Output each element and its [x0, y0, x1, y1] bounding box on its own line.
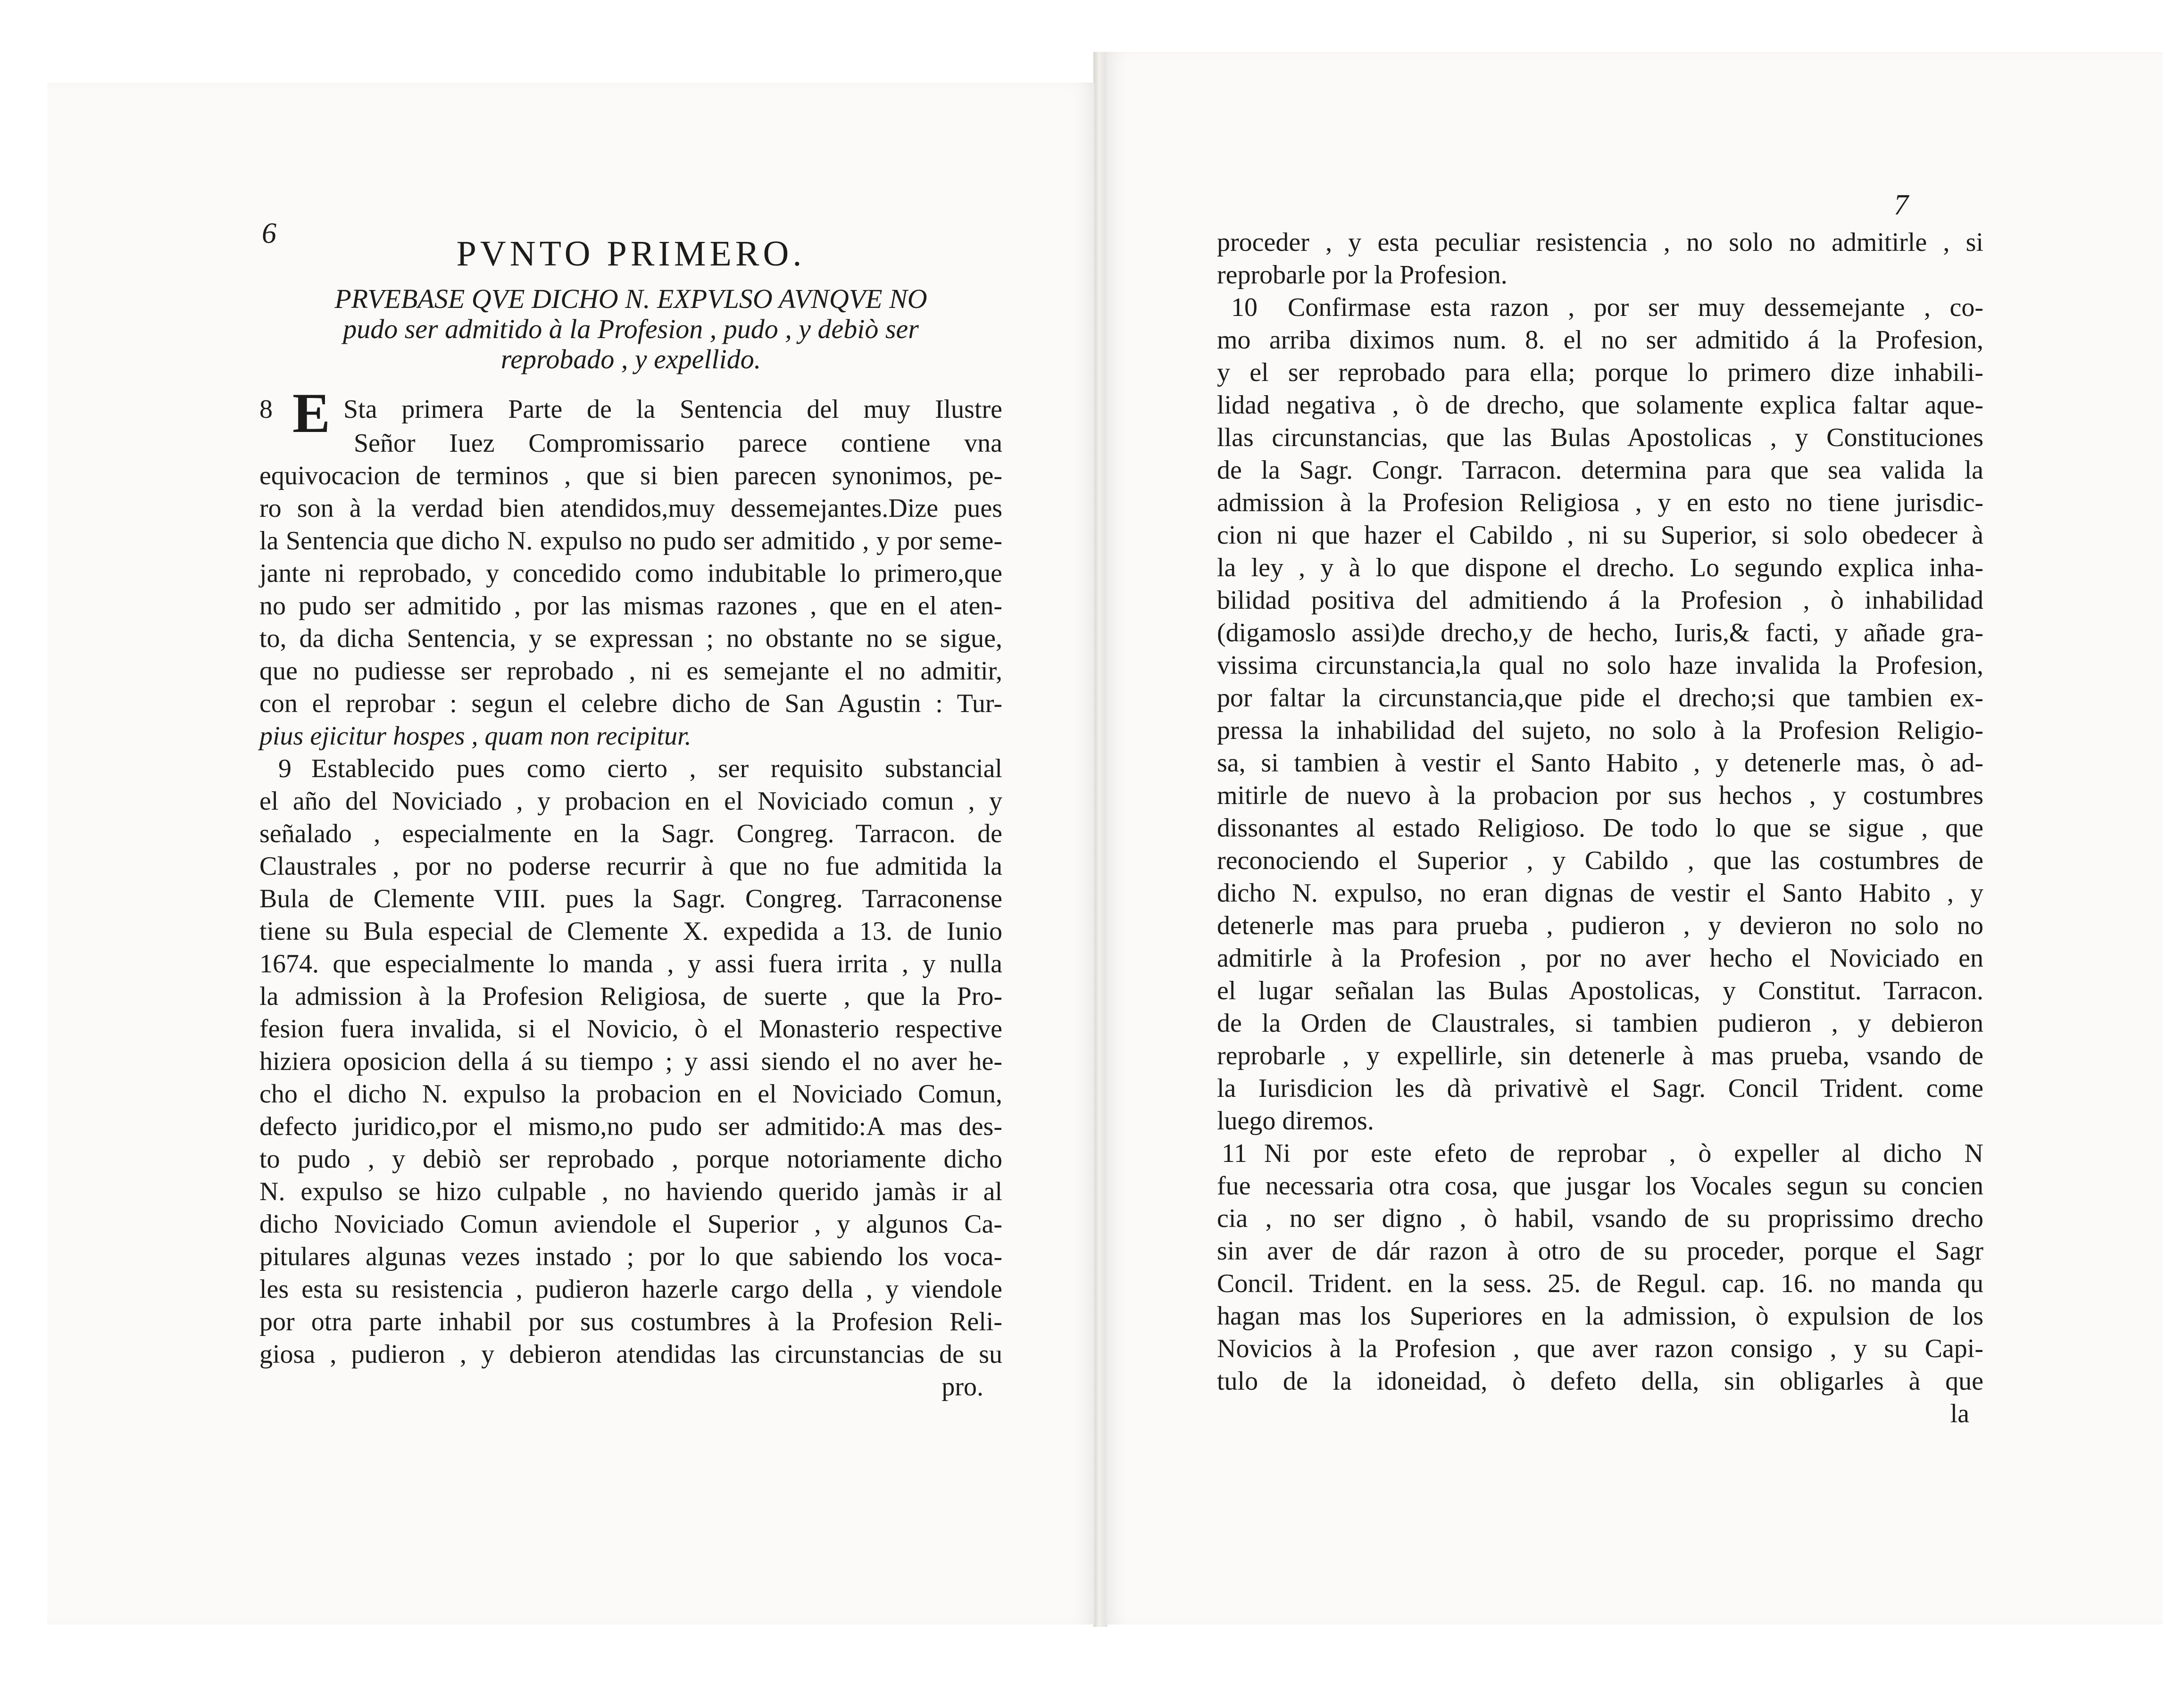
text-line: con el reprobar : segun el celebre dicho de San Agustin : Tur- [259, 689, 1002, 718]
text-line: Claustrales , por no poderse recurrir à que no fue admitida la [259, 852, 1002, 881]
text-line: proceder , y esta peculiar resistencia , no solo no admitirle , si [1217, 228, 1983, 257]
text-line: Concil. Trident. en la sess. 25. de Regul. cap. 16. no manda qu [1217, 1269, 1983, 1298]
text-line: pitulares algunas vezes instado ; por lo que sabiendo los voca- [259, 1242, 1002, 1271]
text-line: jante ni reprobado, y concedido como indubitable lo primero,que [259, 559, 1002, 588]
text-line: admitirle à la Profesion , por no aver hecho el Noviciado en [1217, 944, 1983, 973]
text-line: de la Orden de Claustrales, si tambien pudieron , y debieron [1217, 1009, 1983, 1038]
text-line: Novicios à la Profesion , que aver razon consigo , y su Capi- [1217, 1334, 1983, 1363]
text-line: to pudo , y debiò ser reprobado , porque notoriamente dicho [259, 1144, 1002, 1174]
text-line: N. expulso se hizo culpable , no haviendo querido jamàs ir al [259, 1177, 1002, 1206]
catchword: pro. [941, 1372, 983, 1401]
text-line: defecto juridico,por el mismo,no pudo ser admitido:A mas des- [259, 1112, 1002, 1141]
text-line: la admission à la Profesion Religiosa, de suerte , que la Pro- [259, 982, 1002, 1011]
text-line: dicho N. expulso, no eran dignas de vestir el Santo Habito , y [1217, 879, 1983, 908]
text-line: cia , no ser digno , ò habil, vsando de su proprissimo drecho [1217, 1204, 1983, 1233]
text-line: tiene su Bula especial de Clemente X. expedida a 13. de Iunio [259, 917, 1002, 946]
paragraph-number: 11 [1222, 1139, 1247, 1168]
text-line [1217, 291, 1983, 324]
text-line: el lugar señalan las Bulas Apostolicas, y Constitut. Tarracon. [1217, 976, 1983, 1005]
catchword: la [1950, 1399, 1969, 1428]
text-line: cho el dicho N. expulso la probacion en el Noviciado Comun, [259, 1079, 1002, 1109]
paragraph-number: 10 [1231, 293, 1258, 322]
right-page-number: 7 [1894, 189, 1908, 221]
text-line: tulo de la idoneidad, ò defeto della, sin obligarles à que [1217, 1367, 1983, 1396]
text-line: giosa , pudieron , y debieron atendidas las circunstancias de su [259, 1340, 1002, 1369]
text-line: 1674. que especialmente lo manda , y assi fuera irrita , y nulla [259, 949, 1002, 978]
text-line: por faltar la circunstancia,que pide el drecho;si que tambien ex- [1217, 683, 1983, 713]
text-line: llas circunstancias, que las Bulas Apostolicas , y Constituciones [1217, 423, 1983, 452]
paragraph-number: 8 [259, 395, 273, 424]
text-line: (digamoslo assi)de drecho,y de hecho, Iuris,& facti, y añade gra- [1217, 618, 1983, 647]
text-line: les esta su resistencia , pudieron hazerle cargo della , y viendole [259, 1275, 1002, 1304]
text-line [259, 753, 1002, 785]
text-line: y el ser reprobado para ella; porque lo primero dize inhabili- [1217, 358, 1983, 387]
text-line [1217, 1137, 1983, 1170]
text-line: dicho Noviciado Comun aviendole el Superior , y algunos Ca- [259, 1210, 1002, 1239]
text-line: hagan mas los Superiores en la admission, ò expulsion de los [1217, 1302, 1983, 1331]
book-gutter [1093, 52, 1108, 1627]
left-page [47, 83, 1094, 1625]
paragraph-8 [259, 381, 1002, 753]
text-line: hiziera oposicion della á su tiempo ; y assi siendo el no aver he- [259, 1047, 1002, 1076]
text-line: sin aver de dár razon à otro de su proceder, porque el Sagr [1217, 1236, 1983, 1266]
subheading-line: reprobado , y expellido. [500, 344, 761, 374]
text-line: la Iurisdicion les dà privativè el Sagr. Concil Trident. come [1217, 1074, 1983, 1103]
text-line: Bula de Clemente VIII. pues la Sagr. Congreg. Tarraconense [259, 884, 1002, 913]
text-line: mitirle de nuevo à la probacion por sus hechos , y costumbres [1217, 781, 1983, 810]
text-line: bilidad positiva del admitiendo á la Profesion , ò inhabilidad [1217, 586, 1983, 615]
text-line: Señor Iuez Compromissario parece contiene vna [354, 429, 1002, 458]
section-subheading [259, 284, 1002, 374]
text-line: mo arriba diximos num. 8. el no ser admitido á la Profesion, [1217, 325, 1983, 355]
text-line: detenerle mas para prueba , pudieron , y devieron no solo no [1217, 911, 1983, 940]
text-line: fesion fuera invalida, si el Novicio, ò el Monasterio respective [259, 1014, 1002, 1044]
text-line: que no pudiesse ser reprobado , ni es semejante el no admitir, [259, 656, 1002, 686]
right-text-column [1217, 226, 1983, 1430]
paragraph-10 [1217, 291, 1983, 1137]
text-line: de la Sagr. Congr. Tarracon. determina para que sea valida la [1217, 456, 1983, 485]
text-line: ro son à la verdad bien atendidos,muy dessemejantes.Dize pues [259, 494, 1002, 523]
text-line: vissima circunstancia,la qual no solo haze invalida la Profesion, [1217, 651, 1983, 680]
text-line: to, da dicha Sentencia, y se expressan ; no obstante no se sigue, [259, 624, 1002, 653]
text-line: pius ejicitur hospes , quam non recipitur. [259, 721, 691, 751]
text-line: la Sentencia que dicho N. expulso no pudo ser admitido , y por seme- [259, 526, 1002, 556]
line-text: Confirmase esta razon , por ser muy dessemejante , co- [1288, 293, 1983, 322]
text-line: cion ni que hazer el Cabildo , ni su Superior, si solo obedecer à [1217, 521, 1983, 550]
text-line: admission à la Profesion Religiosa , y en esto no tiene jurisdic- [1217, 488, 1983, 517]
text-line: reprobarle por la Profesion. [1217, 260, 1507, 290]
text-line: no pudo ser admitido , por las mismas razones , que en el aten- [259, 591, 1002, 621]
text-line: luego diremos. [1217, 1106, 1374, 1136]
text-line: sa, si tambien à vestir el Santo Habito , y detenerle mas, ò ad- [1217, 748, 1983, 778]
text-line: señalado , especialmente en la Sagr. Congreg. Tarracon. de [259, 819, 1002, 848]
subheading-line: PRVEBASE QVE DICHO N. EXPVLSO AVNQVE NO [334, 283, 927, 314]
text-line: el año del Noviciado , y probacion en el Noviciado comun , y [259, 787, 1002, 816]
paragraph-9 [259, 753, 1002, 1403]
text-line: reprobarle , y expellirle, sin detenerle à mas prueba, vsando de [1217, 1041, 1983, 1070]
paragraph-11 [1217, 1137, 1983, 1430]
line-text: Establecido pues como cierto , ser requisito substancial [311, 754, 1002, 783]
text-line: equivocacion de terminos , que si bien parecen synonimos, pe- [259, 461, 1002, 490]
subheading-line: pudo ser admitido à la Profesion , pudo , y debiò ser [343, 314, 919, 344]
left-text-column [259, 233, 1002, 1403]
text-line: reconociendo el Superior , y Cabildo , que las costumbres de [1217, 846, 1983, 875]
line-text: Ni por este efeto de reprobar , ò expeller al dicho N [1264, 1139, 1983, 1168]
right-page [1106, 52, 2163, 1625]
text-line: la ley , y à lo que dispone el drecho. Lo segundo explica inha- [1217, 553, 1983, 582]
paragraph-number: 9 [278, 754, 291, 783]
text-line: por otra parte inhabil por sus costumbres à la Profesion Reli- [259, 1307, 1002, 1336]
left-page-number: 6 [262, 217, 276, 249]
text-line: pressa la inhabilidad del sujeto, no solo à la Profesion Religio- [1217, 716, 1983, 745]
text-line: fue necessaria otra cosa, que jusgar los Vocales segun su concien [1217, 1171, 1983, 1201]
text-line: lidad negativa , ò de drecho, que solamente explica faltar aque- [1217, 390, 1983, 420]
text-line: dissonantes al estado Religioso. De todo lo que se sigue , que [1217, 813, 1983, 843]
section-heading: PVNTO PRIMERO. [456, 234, 806, 274]
line-text: Sta primera Parte de la Sentencia del muy Ilustre [343, 395, 1002, 424]
drop-cap: E [292, 381, 331, 444]
